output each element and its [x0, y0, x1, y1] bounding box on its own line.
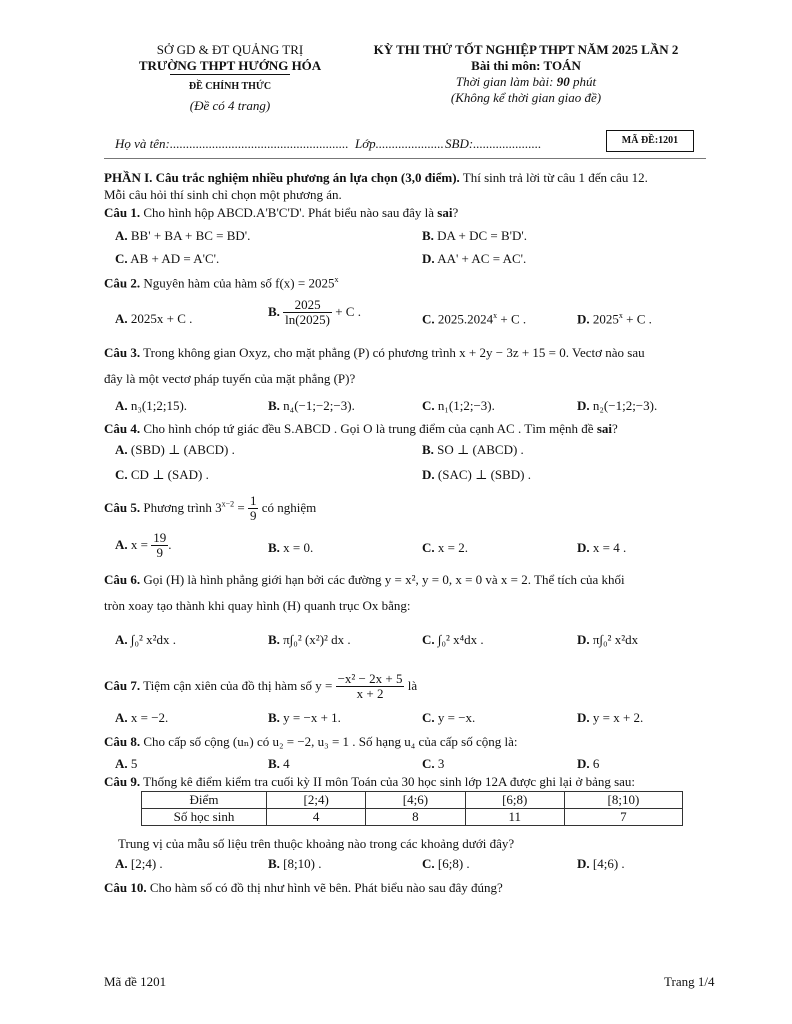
footer-page: Trang 1/4	[664, 974, 715, 989]
q6-option-c[interactable]: C. ∫₀² x⁴dx .	[422, 632, 484, 647]
table-cell: 7	[564, 809, 682, 826]
q7-fraction: $\frac{\text{−x² − 2x + 5}}{x + 2}$	[337, 671, 403, 702]
q1-option-a[interactable]: A. BB' + BA + BC = BD'.	[115, 228, 251, 243]
header-left	[100, 42, 360, 114]
q8-option-d[interactable]: D. 6	[577, 756, 600, 771]
question-7: Câu 7. Tiệm cận xiên của đồ thị hàm số y = $\frac{\text{−x² − 2x + 5}}{x + 2}$ là	[104, 671, 418, 702]
question-6-cont: tròn xoay tạo thành khi quay hình (H) quanh trục Ox bằng:	[104, 598, 411, 613]
part1-title: PHẦN I. Câu trắc nghiệm nhiều phương án lựa chọn (3,0 điểm). Thí sinh trả lời từ câu 1 đến câu 12.	[104, 170, 648, 185]
q9-option-c[interactable]: C. [6;8) .	[422, 856, 470, 871]
exam-code-box: MÃ ĐỀ:1201	[606, 130, 694, 152]
q7-option-a[interactable]: A. x = −2.	[115, 710, 169, 725]
question-3-cont: đây là một vectơ pháp tuyến của mặt phẳng (P)?	[104, 371, 356, 386]
question-9-cont: Trung vị của mẫu số liệu trên thuộc khoảng nào trong các khoảng dưới đây?	[118, 836, 515, 851]
q4-option-a[interactable]: A. (SBD) ⊥ (ABCD) .	[115, 442, 235, 457]
exam-title: KỲ THI THỬ TỐT NGHIỆP THPT NĂM 2025 LẦN 2	[373, 42, 679, 57]
q7-option-b[interactable]: B. y = −x + 1.	[268, 710, 341, 725]
q1-option-c[interactable]: C. AB + AD = A'C'.	[115, 251, 220, 266]
q8-option-b[interactable]: B. 4	[268, 756, 290, 771]
q3-option-d[interactable]: D. n₂(−1;2;−3).	[577, 398, 658, 413]
table-cell: [2;4)	[267, 792, 366, 809]
q8-option-a[interactable]: A. 5	[115, 756, 138, 771]
table-row	[142, 792, 683, 809]
subject: Bài thi môn: TOÁN	[471, 58, 581, 73]
q4-option-b[interactable]: B. SO ⊥ (ABCD) .	[422, 442, 524, 457]
q2-option-d[interactable]: D. $2025^x + C$ .	[577, 311, 652, 327]
pages-note: (Đề có 4 trang)	[189, 98, 271, 113]
q9-option-a[interactable]: A. [2;4) .	[115, 856, 163, 871]
q4-option-d[interactable]: D. (SAC) ⊥ (SBD) .	[422, 467, 532, 482]
question-4: Câu 4. Cho hình chóp tứ giác đều S.ABCD . Gọi O là trung điểm của cạnh AC . Tìm mệnh đề sai?	[104, 421, 618, 436]
q2-option-a[interactable]: A. 2025x + C .	[115, 311, 193, 326]
name-field[interactable]: Họ và tên:.......................................................	[115, 136, 349, 151]
question-8: Câu 8. Cho cấp số cộng (uₙ) có u₂ = −2, u₃ = 1 . Số hạng u₄ của cấp số cộng là:	[104, 734, 518, 749]
question-6: Câu 6. Gọi (H) là hình phẳng giới hạn bởi các đường y = x², y = 0, x = 0 và x = 2. Thể tích của khối	[104, 572, 625, 587]
q6-option-a[interactable]: A. ∫₀² x²dx .	[115, 632, 177, 647]
q7-option-c[interactable]: C. y = −x.	[422, 710, 476, 725]
q8-option-c[interactable]: C. 3	[422, 756, 445, 771]
q3-option-a[interactable]: A. n₃(1;2;15).	[115, 398, 188, 413]
table-cell: 11	[465, 809, 564, 826]
table-cell: [4;6)	[366, 792, 465, 809]
q1-option-d[interactable]: D. AA' + AC = AC'.	[422, 251, 527, 266]
q7-option-d[interactable]: D. y = x + 2.	[577, 710, 644, 725]
q6-option-d[interactable]: D. π∫₀² x²dx	[577, 632, 639, 647]
q2-option-b[interactable]: B. $\frac{2025}{\ln(2025)}$ + C .	[268, 297, 361, 328]
question-10: Câu 10. Cho hàm số có đồ thị như hình vẽ bên. Phát biểu nào sau đây đúng?	[104, 880, 503, 895]
sbd-field[interactable]: SBD:.....................	[445, 136, 542, 151]
q3-option-c[interactable]: C. n₁(1;2;−3).	[422, 398, 495, 413]
q5-option-a[interactable]: A. x = $\frac{19}{9}$ .	[115, 530, 172, 561]
q2-b-fraction: $\frac{2025}{\ln(2025)}$	[285, 297, 330, 328]
time-note: (Không kể thời gian giao đề)	[450, 90, 602, 105]
header-divider	[104, 158, 706, 159]
q3-option-b[interactable]: B. n₄(−1;−2;−3).	[268, 398, 355, 413]
table-cell: Điểm	[142, 792, 267, 809]
header-right	[350, 42, 702, 106]
question-3: Câu 3. Trong không gian Oxyz, cho mặt phẳng (P) có phương trình x + 2y − 3z + 15 = 0. Vectơ nào sau	[104, 345, 645, 360]
footer-code: Mã đề 1201	[104, 974, 167, 989]
q9-option-d[interactable]: D. [4;6) .	[577, 856, 625, 871]
school-name: TRƯỜNG THPT HƯỚNG HÓA	[138, 58, 322, 73]
question-2: Câu 2. Nguyên hàm của hàm số $f(x) = 2025^x$	[104, 275, 339, 291]
table-cell: [8;10)	[564, 792, 682, 809]
q5-option-b[interactable]: B. x = 0.	[268, 540, 314, 555]
question-1: Câu 1. Cho hình hộp ABCD.A'B'C'D'. Phát biểu nào sau đây là sai?	[104, 205, 459, 220]
q9-option-b[interactable]: B. [8;10) .	[268, 856, 322, 871]
table-cell: 8	[366, 809, 465, 826]
q2-option-c[interactable]: C. $2025.2024^x + C$ .	[422, 311, 527, 327]
table-cell: Số học sinh	[142, 809, 267, 826]
q1-option-b[interactable]: B. DA + DC = B'D'.	[422, 228, 527, 243]
table-cell: [6;8)	[465, 792, 564, 809]
official-label: ĐỀ CHÍNH THỨC	[188, 81, 272, 92]
time-line: Thời gian làm bài: 90 phút	[455, 74, 597, 89]
table-row	[142, 809, 683, 826]
part1-desc: Mỗi câu hỏi thí sinh chỉ chọn một phương án.	[104, 187, 342, 202]
q4-option-c[interactable]: C. CD ⊥ (SAD) .	[115, 467, 209, 482]
class-field[interactable]: Lớp.....................	[355, 136, 444, 151]
score-table	[141, 791, 683, 826]
q5-option-d[interactable]: D. x = 4 .	[577, 540, 627, 555]
dept-name: SỞ GD & ĐT QUẢNG TRỊ	[156, 42, 304, 57]
table-cell: 4	[267, 809, 366, 826]
question-5: Câu 5. Phương trình $3^{x-2}$ = $\frac{1}{9}$ có nghiệm	[104, 493, 317, 524]
q5-option-c[interactable]: C. x = 2.	[422, 540, 468, 555]
q6-option-b[interactable]: B. π∫₀² (x²)² dx .	[268, 632, 351, 647]
question-9: Câu 9. Thống kê điểm kiểm tra cuối kỳ II môn Toán của 30 học sinh lớp 12A được ghi lại ở bảng sau:	[104, 774, 636, 789]
